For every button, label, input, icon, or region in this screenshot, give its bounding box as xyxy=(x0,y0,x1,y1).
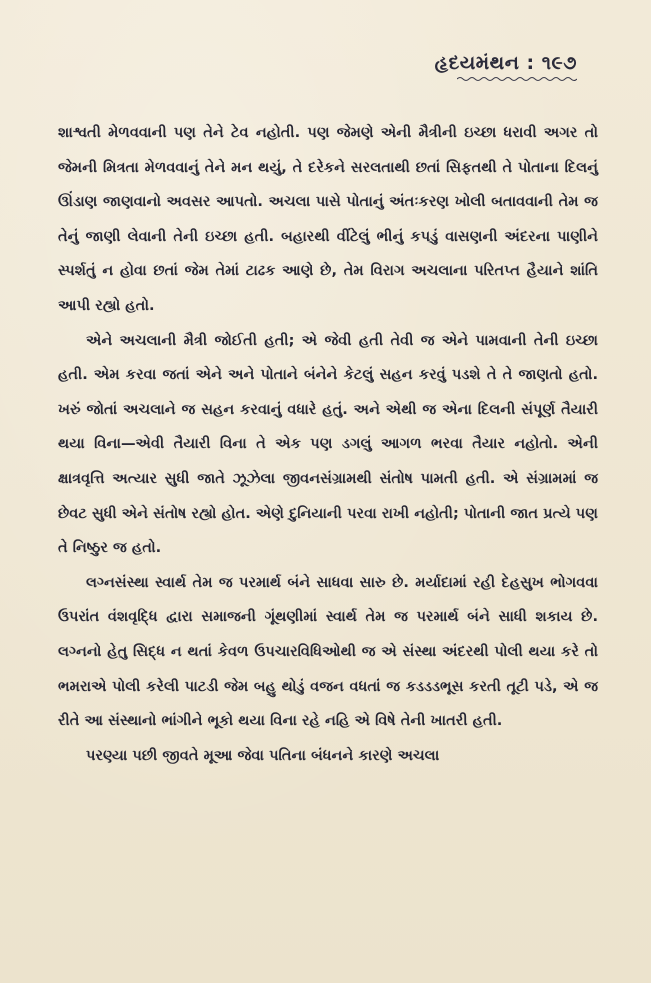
body-text xyxy=(58,116,598,773)
running-head: હૃદયમંથન : ૧૯૭ xyxy=(434,52,577,74)
paragraph: શાશ્વતી મેળવવાની પણ તેને ટેવ નહોતી. પણ જેમણે એની મૈત્રીની ઇચ્છા ધરાવી અગર તો જેમની મિત્રતા મેળવવાનું તેને મન થયું, તે દરેકને સરલતાથી છતાં સિફતથી તે પોતાના દિલનું ઊંડાણ જાણવાનો અવસર આપતો. અચલા પાસે પોતાનું અંતઃકરણ ખોલી બતાવવાની તેમ જ તેનું જાણી લેવાની તેની ઇચ્છા હતી. બહારથી વીંટેલું ભીનું કપડું વાસણની અંદરના પાણીને સ્પર્શતું ન હોવા છતાં જેમ તેમાં ટાઢક આણે છે, તેમ વિરાગ અચલાના પરિતપ્ત હૈયાને શાંતિ આપી રહ્યો હતો. xyxy=(58,124,598,314)
decorative-wavy-rule xyxy=(457,76,577,82)
paragraph: લગ્નસંસ્થા સ્વાર્થ તેમ જ પરમાર્થ બંને સાધવા સારુ છે. મર્યાદામાં રહી દેહસુખ ભોગવવા ઉપરાંત વંશવૃદ્ધિ દ્વારા સમાજની ગૂંથણીમાં સ્વાર્થ તેમ જ પરમાર્થ બંને સાધી શકાય છે. લગ્નનો હેતુ સિદ્ધ ન થતાં કેવળ ઉપચારવિધિઓથી જ એ સંસ્થા અંદરથી પોલી થયા કરે તો ભમરાએ પોલી કરેલી પાટડી જેમ બહુ થોડું વજન વધતાં જ કડડડભૂસ કરતી તૂટી પડે, એ જ રીતે આ સંસ્થાનો ભાંગીને ભૂકો થયા વિના રહે નહિ એ વિષે તેની ખાતરી હતી. xyxy=(58,573,598,730)
paragraph: પરણ્યા પછી જીવતે મૂઆ જેવા પતિના બંધનને કારણે અચલા xyxy=(86,746,440,764)
page-header xyxy=(435,52,577,82)
paragraph: એને અચલાની મૈત્રી જોઈતી હતી; એ જેવી હતી તેવી જ એને પામવાની તેની ઇચ્છા હતી. એમ કરવા જતાં એને અને પોતાને બંનેને કેટલું સહન કરવું પડશે તે તે જાણતો હતો. ખરું જોતાં અચલાને જ સહન કરવાનું વધારે હતું. અને એથી જ એના દિલની સંપૂર્ણ તૈયારી થયા વિના—એવી તૈયારી વિના તે એક પણ ડગલું આગળ ભરવા તૈયાર નહોતો. એની ક્ષાત્રવૃત્તિ અત્યાર સુધી જાતે ઝૂઝેલા જીવનસંગ્રામથી સંતોષ પામતી હતી. એ સંગ્રામમાં જ છેવટ સુધી એને સંતોષ રહ્યો હોત. એણે દુનિયાની પરવા રાખી નહોતી; પોતાની જાત પ્રત્યે પણ તે નિષ્ઠુર જ હતો. xyxy=(58,331,598,557)
